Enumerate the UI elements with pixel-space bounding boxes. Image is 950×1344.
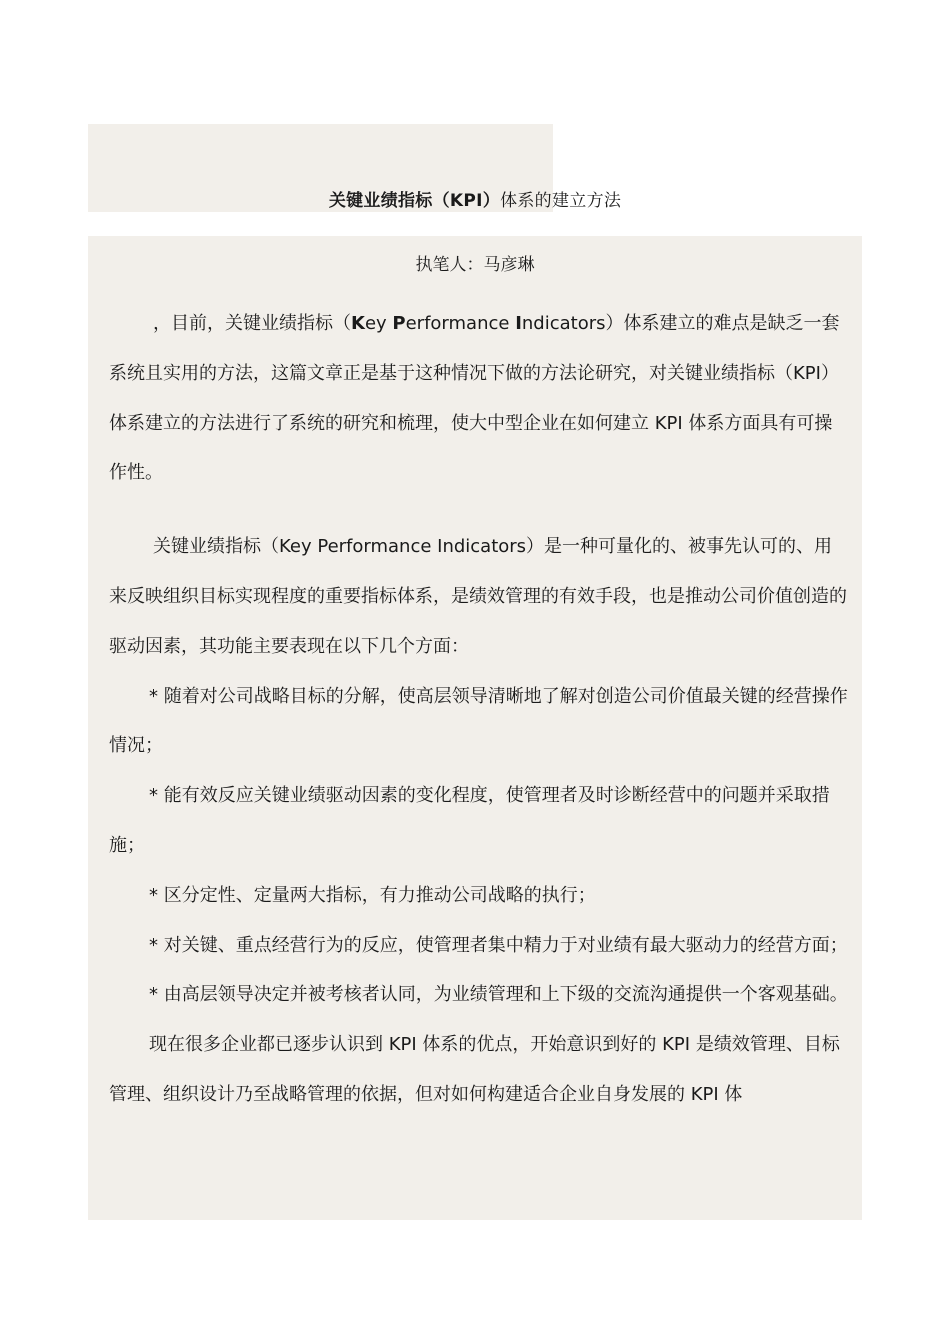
article-body: [109, 299, 849, 1120]
author-line: 执笔人：马彦琳: [415, 255, 535, 275]
intro-paragraph: [109, 299, 849, 498]
intro-ndicators: ndicators）: [521, 313, 624, 334]
paragraph-gap: [109, 498, 849, 522]
intro-erformance: erformance: [405, 313, 516, 334]
bullet-item: * 对关键、重点经营行为的反应，使管理者集中精力于对业绩有最大驱动力的经营方面；: [149, 934, 848, 956]
bullet-item: * 能有效反应关键业绩驱动因素的变化程度，使管理者及时诊断经营中的问题并采取措施；: [109, 785, 830, 856]
intro-rest: 体系建立的难点是缺乏一套系统且实用的方法，这篇文章正是基于这种情况下做的方法论研究，对关键业绩指标（KPI）体系建立的方法进行了系统的研究和梳理，使大中型企业在如何建立 KPI 体系方面具有可操作性。: [109, 313, 840, 484]
definition-paragraph: 关键业绩指标（Key Performance Indicators）是一种可量化的、被事先认可的、用来反映组织目标实现程度的重要指标体系，是绩效管理的有效手段，也是推动公司价值创造的驱动因素，其功能主要表现在以下几个方面：: [109, 536, 847, 657]
intro-i-letter: I: [515, 313, 522, 334]
page-title: [0, 188, 950, 214]
intro-p-letter: P: [392, 313, 406, 334]
closing-paragraph: 现在很多企业都已逐步认识到 KPI 体系的优点，开始意识到好的 KPI 是绩效管理、目标管理、组织设计乃至战略管理的依据，但对如何构建适合企业自身发展的 KPI 体: [109, 1034, 840, 1105]
intro-ey: ey: [364, 313, 393, 334]
bullet-item: * 由高层领导决定并被考核者认同，为业绩管理和上下级的交流沟通提供一个客观基础。: [149, 984, 848, 1006]
bullet-item: * 区分定性、定量两大指标，有力推动公司战略的执行；: [149, 884, 596, 906]
intro-k-letter: K: [351, 313, 365, 334]
title-regular-part: 体系的建立方法: [500, 191, 622, 211]
bullet-item: * 随着对公司战略目标的分解，使高层领导清晰地了解对创造公司价值最关键的经营操作情况；: [109, 685, 848, 757]
title-bold-part: 关键业绩指标（KPI）: [328, 191, 501, 211]
intro-lead: ，目前，关键业绩指标（: [153, 313, 351, 334]
